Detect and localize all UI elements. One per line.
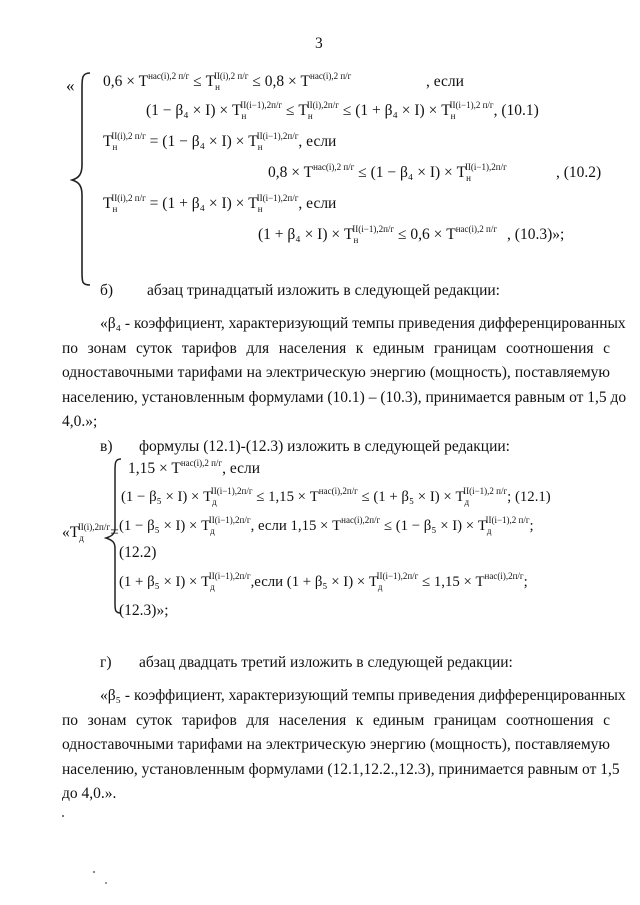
paragraph-line: до 4,0.».: [62, 785, 117, 802]
formula-line: $(1 - \beta_5 \times I) \times T_д^{II(i-1),2п/г}$, если $1,15 \times T^{нас(i),2п/г} \le (1 - \beta_5 \times I) \times T_д^{II(i-1),2 п/г}$;: [119, 515, 534, 536]
item-marker-v: в): [100, 438, 113, 455]
paragraph-line: «β₅ - коэффициент, характеризующий темпы приведения дифференцированных: [100, 687, 626, 704]
formula-line: $T_н^{II(i),2 п/г} = (1 + \beta_4 \times I) \times T_н^{II(i-1),2п/г}$, если: [103, 193, 337, 214]
item-heading-g: абзац двадцать третий изложить в следующей редакции:: [139, 654, 513, 671]
paragraph-beta5: [62, 684, 626, 807]
paragraph-line: одноставочными тарифами на электрическую энергию (мощность), поставляемую: [62, 364, 610, 381]
formula-line: $0,8 \times T^{нас(i),2 п/г} \le (1 - \beta_4 \times I) \times T_н^{II(i-1),2п/г}$: [268, 162, 507, 183]
formula-line: $(1 + \beta_4 \times I) \times T_н^{II(i-1),2п/г} \le 0,6 \times T^{нас(i),2 п/г}$ , (10.3)»;: [258, 224, 565, 245]
formula-line: $(1 + \beta_5 \times I) \times T_д^{II(i-1),2п/г},если$ $(1 + \beta_5 \times I) \times T_д^{II(i-1),2п/г} \le 1,15 \times T^{нас(i),2п/г}$;: [119, 571, 528, 592]
paragraph-line: 4,0.»;: [62, 413, 98, 430]
formula-condition: , если: [426, 73, 464, 90]
formula-line: $(1 - \beta_5 \times I) \times T_д^{II(i-1),2п/г} \le 1,15 \times T^{нас(i),2п/г} \le (1 + \beta_5 \times I) \times T_д^{II(i-1),2 п/г}$; (12.1): [121, 486, 551, 507]
formula-number: (12.2): [119, 544, 157, 561]
paragraph-line: населению, установленным формулами (12.1,12.2.,12.3), принимается равным от 1,5: [62, 760, 620, 778]
scan-speck: [105, 882, 107, 884]
scan-speck: [93, 871, 95, 873]
paragraph-line: населению, установленным формулами (10.1) – (10.3), принимается равным от 1,5 до: [62, 388, 627, 406]
left-brace-icon: [104, 456, 124, 616]
paragraph-beta4: [62, 312, 627, 435]
scan-speck: [62, 815, 64, 817]
item-heading-v: формулы (12.1)-(12.3) изложить в следующей редакции:: [139, 438, 510, 455]
paragraph-line: по зонам суток тарифов для населения к единым границам соотношения с: [62, 339, 610, 357]
formula-lhs: «$T_д^{II(i),2п/г}=$: [62, 522, 119, 543]
item-marker-b: б): [100, 282, 114, 299]
page-number: 3: [315, 35, 323, 52]
formula-line: $(1 - \beta_4 \times I) \times T_н^{II(i-1),2п/г} \le T_н^{II(i),2п/г} \le (1 + \beta_4 \times I) \times T_н^{II(i-1),2 п/г}$, (10.1): [146, 100, 539, 121]
paragraph-line: одноставочными тарифами на электрическую энергию (мощность), поставляемую: [62, 736, 610, 753]
item-heading-b: абзац тринадцатый изложить в следующей редакции:: [147, 282, 500, 299]
paragraph-line: «β₄ - коэффициент, характеризующий темпы приведения дифференцированных: [100, 315, 626, 332]
item-marker-g: г): [100, 654, 112, 671]
open-quote: «: [66, 76, 75, 95]
formula-number: , (10.2): [556, 164, 602, 181]
formula-number: (12.3)»;: [119, 602, 169, 619]
formula-line: $0,6 \times T^{нас(i),2 п/г} \le T_н^{II(i),2 п/г} \le 0,8 \times T^{нас(i),2 п/г}$: [103, 71, 352, 92]
left-brace-icon: [70, 70, 94, 288]
paragraph-line: по зонам суток тарифов для населения к единым границам соотношения с: [62, 711, 610, 729]
formula-line: $1,15 \times T^{нас(i),2 п/г}$, если: [128, 458, 261, 477]
formula-line: $T_н^{II(i),2 п/г} = (1 - \beta_4 \times I) \times T_н^{II(i-1),2п/г}$, если: [103, 131, 337, 152]
